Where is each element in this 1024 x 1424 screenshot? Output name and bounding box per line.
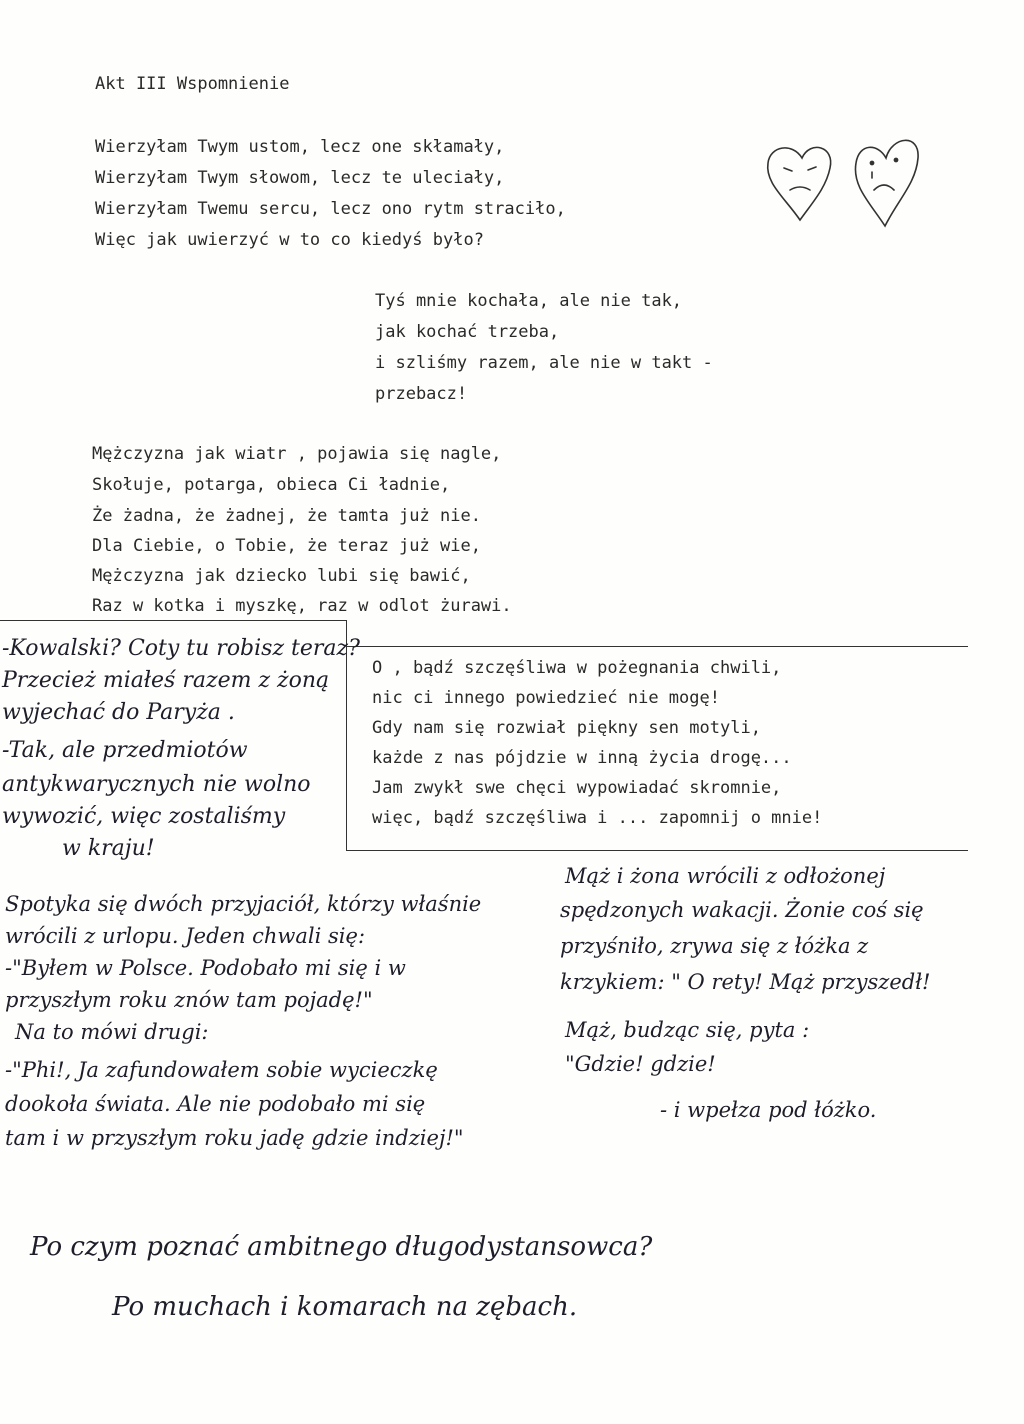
joke-line: krzykiem: " O rety! Mąż przyszedł! <box>560 970 931 994</box>
joke-line: -Tak, ale przedmiotów <box>2 738 248 763</box>
poem-line: Raz w kotka i myszkę, raz w odlot żurawi. <box>92 596 512 616</box>
joke-line: -"Phi!, Ja zafundowałem sobie wycieczkę <box>5 1058 438 1082</box>
joke-line: -Kowalski? Coty tu robisz teraz? <box>2 636 360 661</box>
poem-line: przebacz! <box>375 384 468 404</box>
joke-line: Spotyka się dwóch przyjaciół, którzy właśnie <box>5 892 482 916</box>
poem-line: każde z nas pójdzie w inną życia drogę... <box>372 748 792 768</box>
joke-line: -"Byłem w Polsce. Podobało mi się i w <box>5 956 406 980</box>
joke-line: "Gdzie! gdzie! <box>565 1052 716 1076</box>
poem-line: więc, bądź szczęśliwa i ... zapomnij o mnie! <box>372 808 823 828</box>
poem-line: Wierzyłam Twemu sercu, lecz ono rytm straciło, <box>95 199 566 219</box>
poem-line: Mężczyzna jak dziecko lubi się bawić, <box>92 566 471 586</box>
joke-line: antykwarycznych nie wolno <box>2 772 311 797</box>
poem-line: i szliśmy razem, ale nie w takt - <box>375 353 713 373</box>
poem-line: Mężczyzna jak wiatr , pojawia się nagle, <box>92 444 502 464</box>
joke-line: Na to mówi drugi: <box>15 1020 209 1044</box>
joke-line: przyśniło, zrywa się z łóżka z <box>560 934 869 958</box>
joke-line: spędzonych wakacji. Żonie coś się <box>560 898 924 922</box>
joke-line: wyjechać do Paryża . <box>2 700 235 725</box>
joke-line: w kraju! <box>62 836 155 861</box>
poem-line: Wierzyłam Twym ustom, lecz one skłamały, <box>95 137 505 157</box>
poem-line: Wierzyłam Twym słowom, lecz te uleciały, <box>95 168 505 188</box>
joke-line: dookoła świata. Ale nie podobało mi się <box>5 1092 426 1116</box>
poem-line: Gdy nam się rozwiał piękny sen motyli, <box>372 718 761 738</box>
poem-line: Dla Ciebie, o Tobie, że teraz już wie, <box>92 536 481 556</box>
joke-line: - i wpełza pod łóżko. <box>660 1098 877 1122</box>
poem-line: Tyś mnie kochała, ale nie tak, <box>375 291 683 311</box>
joke-line: tam i w przyszłym roku jadę gdzie indziej!" <box>5 1126 464 1150</box>
joke-line: Mąż, budząc się, pyta : <box>565 1018 810 1042</box>
joke-line: Mąż i żona wrócili z odłożonej <box>565 864 886 888</box>
poem-line: nic ci innego powiedzieć nie mogę! <box>372 688 720 708</box>
joke-line: Przecież miałeś razem z żoną <box>2 668 330 693</box>
poem-line: Skołuje, potarga, obieca Ci ładnie, <box>92 475 451 495</box>
poem-line: Że żadna, że żadnej, że tamta już nie. <box>92 506 481 526</box>
poem-line: Więc jak uwierzyć w to co kiedyś było? <box>95 230 484 250</box>
sad-hearts-icon <box>760 128 930 228</box>
joke-line: Po muchach i komarach na zębach. <box>112 1292 578 1322</box>
poem-line: Jam zwykł swe chęci wypowiadać skromnie, <box>372 778 782 798</box>
poem-line: O , bądź szczęśliwa w pożegnania chwili, <box>372 658 782 678</box>
joke-line: Po czym poznać ambitnego długodystansowca? <box>30 1232 653 1262</box>
page-title: Akt III Wspomnienie <box>95 74 290 94</box>
joke-line: przyszłym roku znów tam pojadę!" <box>5 988 373 1012</box>
joke-line: wrócili z urlopu. Jeden chwali się: <box>5 924 366 948</box>
joke-line: wywozić, więc zostaliśmy <box>2 804 286 829</box>
poem-line: jak kochać trzeba, <box>375 322 560 342</box>
